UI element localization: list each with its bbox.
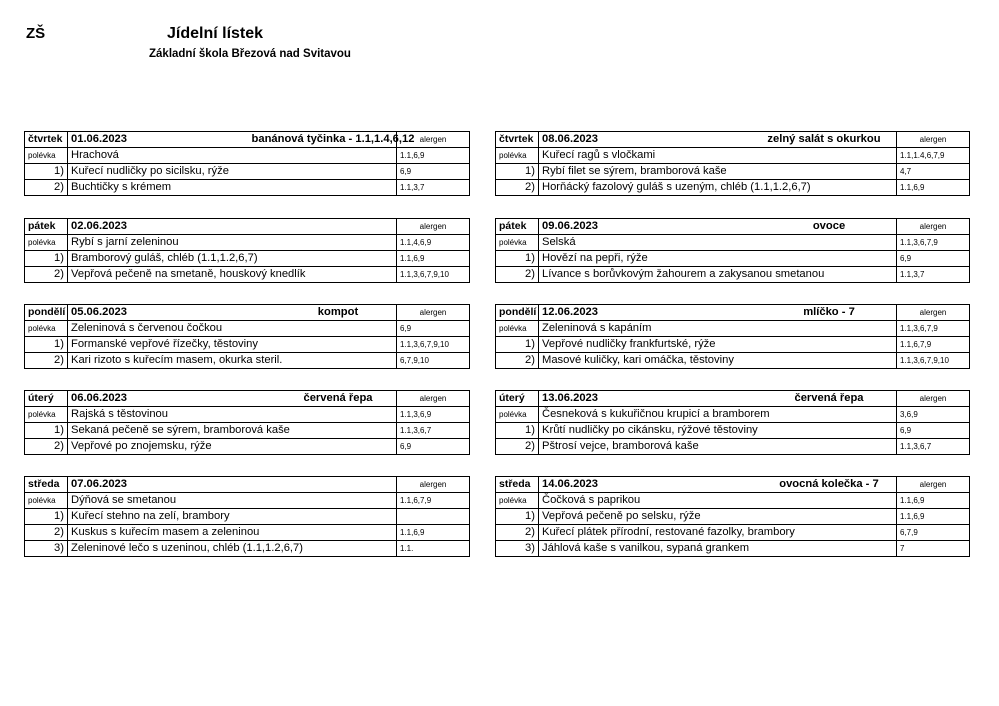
allergen-header: alergen bbox=[897, 305, 970, 321]
meal-name: Bramborový guláš, chléb (1.1,1.2,6,7) bbox=[68, 251, 397, 267]
meal-number: 1) bbox=[25, 164, 68, 180]
snack-extra: banánová tyčinka - 1.1,1.4,6,12 bbox=[251, 133, 415, 145]
meal-number: 2) bbox=[25, 267, 68, 283]
snack-extra: ovocná kolečka - 7 bbox=[779, 478, 879, 490]
meal-name: Vepřové nudličky frankfurtské, rýže bbox=[539, 337, 897, 353]
day-menu-pondělí bbox=[495, 304, 970, 369]
meal-name: Kari rizoto s kuřecím masem, okurka steril. bbox=[68, 353, 397, 369]
meal-name: Zeleninové lečo s uzeninou, chléb (1.1,1.2,6,7) bbox=[68, 541, 397, 557]
meal-number: 1) bbox=[25, 337, 68, 353]
soup-name: Rajská s těstovinou bbox=[68, 407, 397, 423]
meal-number: 1) bbox=[25, 251, 68, 267]
meal-name: Formanské vepřové řízečky, těstoviny bbox=[68, 337, 397, 353]
soup-label: polévka bbox=[25, 493, 68, 509]
meal-allergens bbox=[397, 509, 470, 525]
day-name: středa bbox=[25, 477, 68, 493]
day-name: úterý bbox=[496, 391, 539, 407]
allergen-header: alergen bbox=[397, 477, 470, 493]
day-header-row bbox=[496, 477, 970, 493]
meal-row bbox=[496, 439, 970, 455]
meal-name: Kuřecí plátek přírodní, restované fazolky, brambory bbox=[539, 525, 897, 541]
day-header-row bbox=[25, 305, 470, 321]
soup-allergens: 1.1,1.4,6,7,9 bbox=[897, 148, 970, 164]
soup-name: Česneková s kukuřičnou krupicí a bramborem bbox=[539, 407, 897, 423]
day-name: čtvrtek bbox=[25, 132, 68, 148]
meal-number: 2) bbox=[25, 525, 68, 541]
meal-allergens: 4,7 bbox=[897, 164, 970, 180]
soup-row bbox=[25, 493, 470, 509]
meal-number: 1) bbox=[496, 251, 539, 267]
day-header-row bbox=[496, 219, 970, 235]
meal-row bbox=[25, 423, 470, 439]
meal-name: Lívance s borůvkovým žahourem a zakysanou smetanou bbox=[539, 267, 897, 283]
meal-row bbox=[496, 164, 970, 180]
meal-row bbox=[25, 509, 470, 525]
allergen-header: alergen bbox=[397, 391, 470, 407]
soup-row bbox=[25, 235, 470, 251]
meal-allergens: 6,7,9 bbox=[897, 525, 970, 541]
date-cell bbox=[539, 391, 897, 407]
day-name: pondělí bbox=[496, 305, 539, 321]
meal-name: Kuskus s kuřecím masem a zeleninou bbox=[68, 525, 397, 541]
date-cell bbox=[539, 219, 897, 235]
soup-row bbox=[496, 148, 970, 164]
date-cell bbox=[68, 132, 415, 148]
meal-name: Vepřová pečeně na smetaně, houskový knedlík bbox=[68, 267, 397, 283]
meal-row bbox=[25, 337, 470, 353]
meal-number: 2) bbox=[25, 180, 68, 196]
meal-allergens: 1.1. bbox=[397, 541, 470, 557]
day-name: pátek bbox=[496, 219, 539, 235]
day-table bbox=[24, 390, 470, 455]
day-table bbox=[24, 218, 470, 283]
meal-number: 1) bbox=[25, 423, 68, 439]
day-name: čtvrtek bbox=[496, 132, 539, 148]
soup-row bbox=[25, 321, 470, 337]
meal-number: 1) bbox=[496, 423, 539, 439]
soup-label: polévka bbox=[25, 407, 68, 423]
snack-extra: ovoce bbox=[812, 220, 846, 232]
meal-name: Jáhlová kaše s vanilkou, sypaná grankem bbox=[539, 541, 897, 557]
meal-row bbox=[496, 353, 970, 369]
soup-row bbox=[25, 407, 470, 423]
meal-row bbox=[25, 180, 470, 196]
meal-number: 3) bbox=[25, 541, 68, 557]
menu-date: 06.06.2023 bbox=[71, 392, 127, 404]
soup-label: polévka bbox=[496, 493, 539, 509]
soup-label: polévka bbox=[496, 321, 539, 337]
meal-number: 1) bbox=[25, 509, 68, 525]
soup-name: Čočková s paprikou bbox=[539, 493, 897, 509]
meal-name: Masové kuličky, kari omáčka, těstoviny bbox=[539, 353, 897, 369]
day-table bbox=[495, 304, 970, 369]
day-table bbox=[24, 476, 470, 557]
meal-row bbox=[496, 509, 970, 525]
meal-name: Pštrosí vejce, bramborová kaše bbox=[539, 439, 897, 455]
day-menu-úterý bbox=[24, 390, 470, 455]
soup-row bbox=[496, 407, 970, 423]
meal-allergens: 1.1,3,6,7,9,10 bbox=[897, 353, 970, 369]
menu-date: 12.06.2023 bbox=[542, 306, 598, 318]
menu-date: 07.06.2023 bbox=[71, 478, 127, 490]
date-cell bbox=[539, 305, 897, 321]
menu-date: 13.06.2023 bbox=[542, 392, 598, 404]
day-table bbox=[24, 131, 470, 196]
menu-date: 02.06.2023 bbox=[71, 220, 127, 232]
meal-name: Krůtí nudličky po cikánsku, rýžové těstoviny bbox=[539, 423, 897, 439]
meal-number: 2) bbox=[496, 267, 539, 283]
day-menu-čtvrtek bbox=[495, 131, 970, 196]
soup-label: polévka bbox=[25, 148, 68, 164]
date-cell bbox=[68, 477, 397, 493]
soup-label: polévka bbox=[496, 407, 539, 423]
meal-row bbox=[496, 337, 970, 353]
snack-extra: červená řepa bbox=[794, 392, 864, 404]
allergen-header: alergen bbox=[397, 219, 470, 235]
meal-number: 2) bbox=[25, 353, 68, 369]
menu-date: 09.06.2023 bbox=[542, 220, 598, 232]
meal-name: Kuřecí stehno na zelí, brambory bbox=[68, 509, 397, 525]
meal-number: 2) bbox=[25, 439, 68, 455]
day-table bbox=[24, 304, 470, 369]
meal-row bbox=[25, 353, 470, 369]
day-table bbox=[495, 476, 970, 557]
soup-label: polévka bbox=[25, 235, 68, 251]
day-table bbox=[495, 390, 970, 455]
soup-allergens: 3,6,9 bbox=[897, 407, 970, 423]
meal-allergens: 6,9 bbox=[397, 164, 470, 180]
meal-number: 1) bbox=[496, 164, 539, 180]
menu-date: 08.06.2023 bbox=[542, 133, 598, 145]
day-table bbox=[495, 131, 970, 196]
meal-number: 2) bbox=[496, 353, 539, 369]
day-menu-středa bbox=[495, 476, 970, 557]
meal-allergens: 1.1,3,7 bbox=[397, 180, 470, 196]
day-header-row bbox=[496, 132, 970, 148]
soup-row bbox=[496, 321, 970, 337]
meal-allergens: 1.1,6,9 bbox=[897, 180, 970, 196]
allergen-header: alergen bbox=[897, 477, 970, 493]
soup-allergens: 1.1,3,6,9 bbox=[397, 407, 470, 423]
date-cell bbox=[539, 132, 897, 148]
date-cell bbox=[68, 305, 397, 321]
meal-row bbox=[496, 267, 970, 283]
meal-number: 2) bbox=[496, 180, 539, 196]
allergen-header: alergen bbox=[397, 305, 470, 321]
soup-name: Zeleninová s červenou čočkou bbox=[68, 321, 397, 337]
meal-name: Kuřecí nudličky po sicilsku, rýže bbox=[68, 164, 397, 180]
date-cell bbox=[539, 477, 897, 493]
soup-allergens: 6,9 bbox=[397, 321, 470, 337]
meal-allergens: 1.1,6,9 bbox=[397, 525, 470, 541]
day-menu-pátek bbox=[495, 218, 970, 283]
soup-allergens: 1.1,6,7,9 bbox=[397, 493, 470, 509]
meal-allergens: 7 bbox=[897, 541, 970, 557]
school-name: Základní škola Březová nad Svitavou bbox=[149, 48, 351, 60]
soup-allergens: 1.1,3,6,7,9 bbox=[897, 321, 970, 337]
soup-name: Rybí s jarní zeleninou bbox=[68, 235, 397, 251]
menu-date: 01.06.2023 bbox=[71, 133, 127, 145]
day-name: pátek bbox=[25, 219, 68, 235]
meal-allergens: 1.1,3,6,7,9,10 bbox=[397, 337, 470, 353]
meal-row bbox=[496, 525, 970, 541]
meal-number: 3) bbox=[496, 541, 539, 557]
meal-name: Sekaná pečeně se sýrem, bramborová kaše bbox=[68, 423, 397, 439]
soup-row bbox=[496, 235, 970, 251]
snack-extra: kompot bbox=[317, 306, 359, 318]
date-cell bbox=[68, 219, 397, 235]
allergen-header: alergen bbox=[397, 132, 470, 148]
snack-extra: mlíčko - 7 bbox=[803, 306, 855, 318]
soup-row bbox=[496, 493, 970, 509]
day-header-row bbox=[25, 477, 470, 493]
day-menu-úterý bbox=[495, 390, 970, 455]
soup-name: Kuřecí ragů s vločkami bbox=[539, 148, 897, 164]
day-header-row bbox=[25, 391, 470, 407]
meal-row bbox=[496, 423, 970, 439]
day-table bbox=[495, 218, 970, 283]
meal-row bbox=[496, 180, 970, 196]
school-tag: ZŠ bbox=[26, 25, 46, 42]
meal-row bbox=[496, 251, 970, 267]
page-title: Jídelní lístek bbox=[167, 25, 264, 42]
meal-row bbox=[25, 439, 470, 455]
day-name: pondělí bbox=[25, 305, 68, 321]
day-header-row bbox=[496, 391, 970, 407]
meal-name: Horňácký fazolový guláš s uzeným, chléb (1.1,1.2,6,7) bbox=[539, 180, 897, 196]
meal-allergens: 6,7,9,10 bbox=[397, 353, 470, 369]
meal-number: 2) bbox=[496, 439, 539, 455]
meal-allergens: 1.1,3,7 bbox=[897, 267, 970, 283]
snack-extra: červená řepa bbox=[303, 392, 373, 404]
meal-allergens: 1.1,3,6,7,9,10 bbox=[397, 267, 470, 283]
day-menu-středa bbox=[24, 476, 470, 557]
meal-allergens: 6,9 bbox=[897, 251, 970, 267]
snack-extra: zelný salát s okurkou bbox=[767, 133, 881, 145]
meal-allergens: 1.1,3,6,7 bbox=[397, 423, 470, 439]
meal-row bbox=[25, 541, 470, 557]
meal-row bbox=[25, 525, 470, 541]
soup-label: polévka bbox=[496, 148, 539, 164]
soup-allergens: 1.1,4,6,9 bbox=[397, 235, 470, 251]
day-menu-pátek bbox=[24, 218, 470, 283]
meal-name: Vepřové po znojemsku, rýže bbox=[68, 439, 397, 455]
soup-allergens: 1.1,6,9 bbox=[897, 493, 970, 509]
day-menu-pondělí bbox=[24, 304, 470, 369]
allergen-header: alergen bbox=[897, 219, 970, 235]
meal-row bbox=[25, 164, 470, 180]
menu-date: 05.06.2023 bbox=[71, 306, 127, 318]
meal-allergens: 6,9 bbox=[397, 439, 470, 455]
meal-allergens: 1.1,3,6,7 bbox=[897, 439, 970, 455]
meal-name: Rybí filet se sýrem, bramborová kaše bbox=[539, 164, 897, 180]
meal-number: 2) bbox=[496, 525, 539, 541]
soup-name: Zeleninová s kapáním bbox=[539, 321, 897, 337]
meal-row bbox=[25, 251, 470, 267]
soup-name: Dýňová se smetanou bbox=[68, 493, 397, 509]
day-header-row bbox=[496, 305, 970, 321]
menu-date: 14.06.2023 bbox=[542, 478, 598, 490]
day-header-row bbox=[25, 219, 470, 235]
meal-number: 1) bbox=[496, 337, 539, 353]
meal-row bbox=[496, 541, 970, 557]
meal-name: Vepřová pečeně po selsku, rýže bbox=[539, 509, 897, 525]
meal-name: Buchtičky s krémem bbox=[68, 180, 397, 196]
meal-number: 1) bbox=[496, 509, 539, 525]
soup-allergens: 1.1,3,6,7,9 bbox=[897, 235, 970, 251]
day-menu-čtvrtek bbox=[24, 131, 470, 196]
meal-allergens: 1.1,6,9 bbox=[897, 509, 970, 525]
meal-allergens: 6,9 bbox=[897, 423, 970, 439]
day-name: středa bbox=[496, 477, 539, 493]
allergen-header: alergen bbox=[897, 132, 970, 148]
soup-label: polévka bbox=[25, 321, 68, 337]
meal-name: Hovězí na pepři, rýže bbox=[539, 251, 897, 267]
soup-name: Selská bbox=[539, 235, 897, 251]
soup-allergens: 1.1,6,9 bbox=[397, 148, 470, 164]
meal-allergens: 1.1,6,7,9 bbox=[897, 337, 970, 353]
day-name: úterý bbox=[25, 391, 68, 407]
allergen-header: alergen bbox=[897, 391, 970, 407]
day-header-row bbox=[25, 132, 470, 148]
meal-row bbox=[25, 267, 470, 283]
date-cell bbox=[68, 391, 397, 407]
soup-row bbox=[25, 148, 470, 164]
soup-name: Hrachová bbox=[68, 148, 397, 164]
soup-label: polévka bbox=[496, 235, 539, 251]
meal-allergens: 1.1,6,9 bbox=[397, 251, 470, 267]
